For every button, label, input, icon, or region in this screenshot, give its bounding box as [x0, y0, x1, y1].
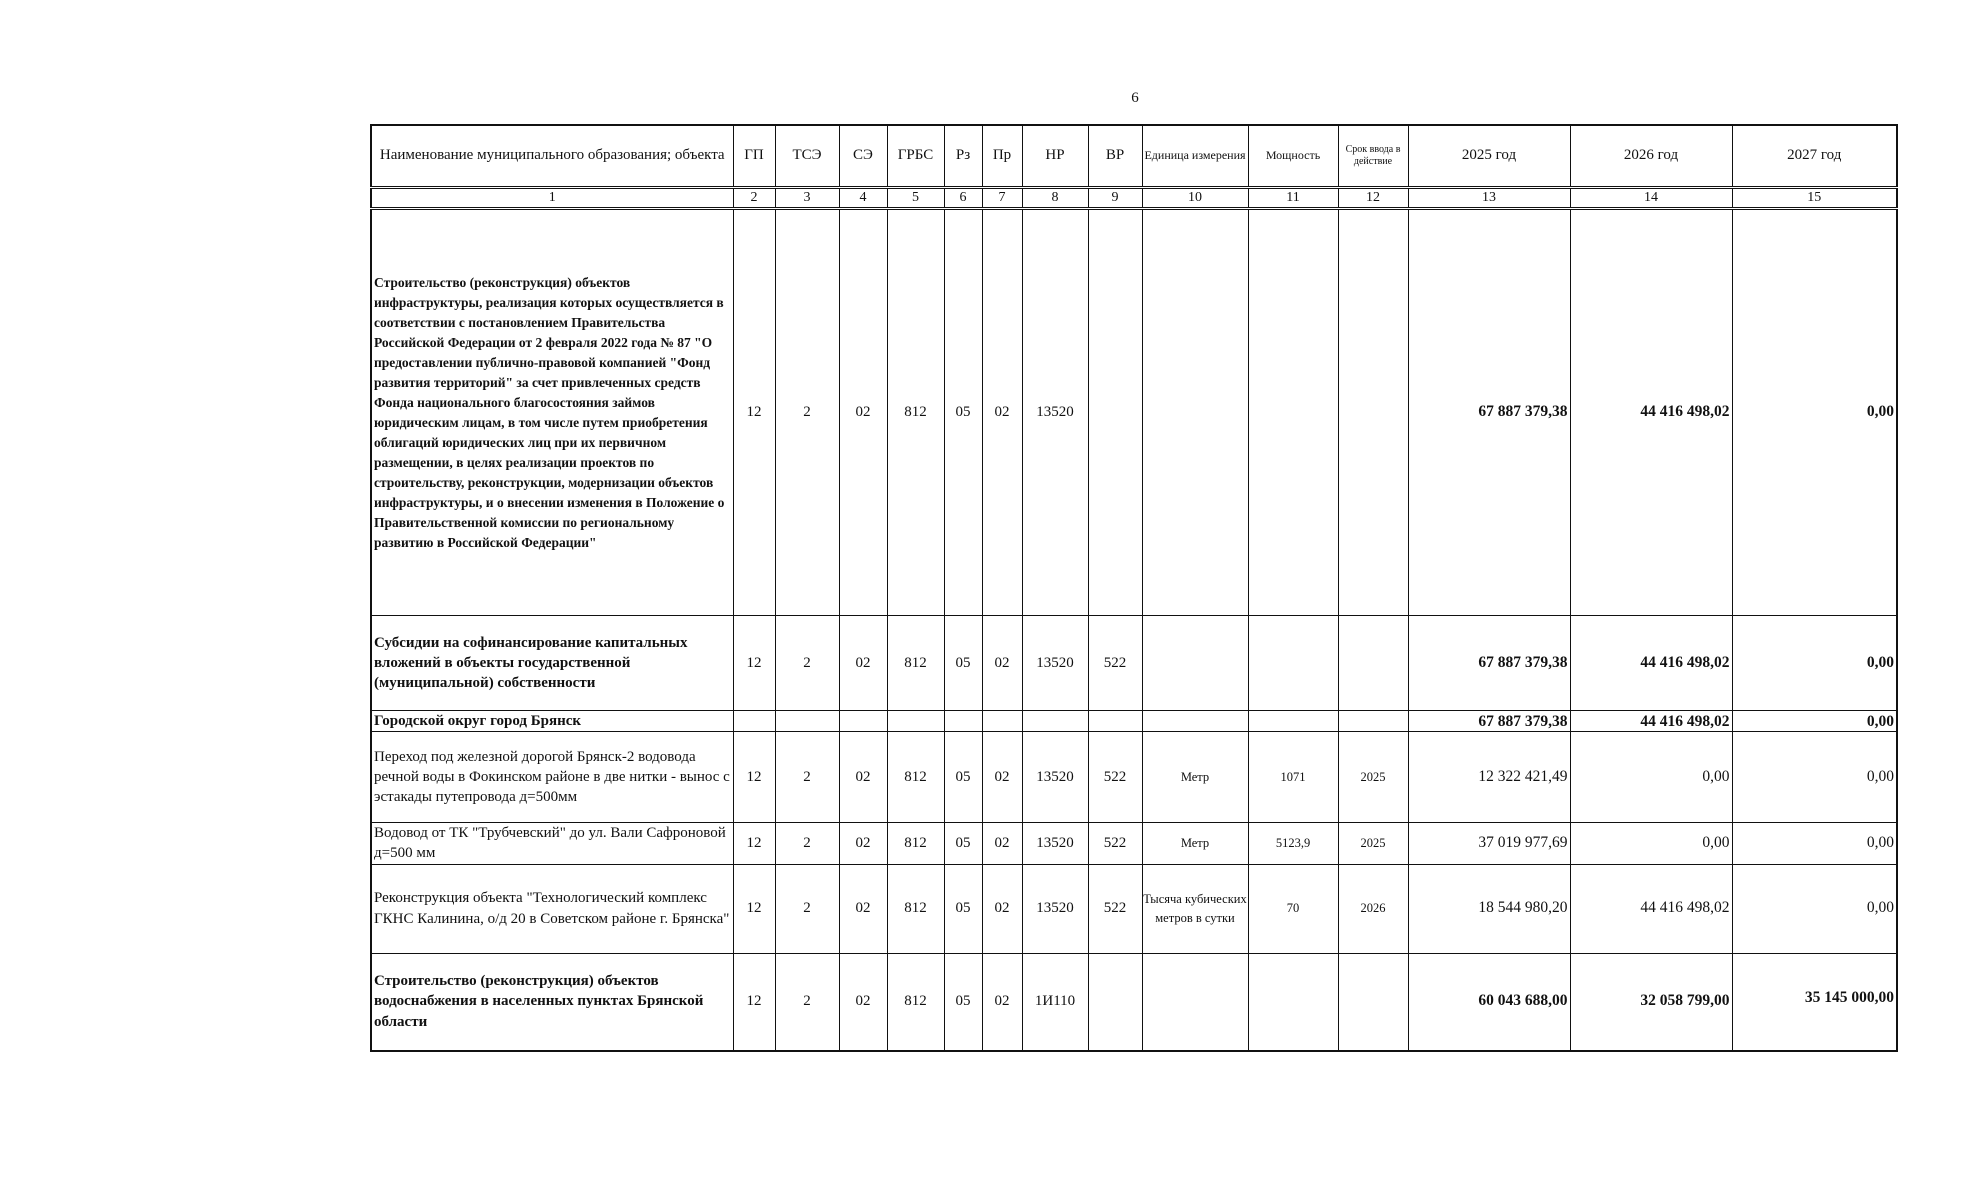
column-number: 11 — [1248, 188, 1338, 209]
table-header-row — [371, 125, 1897, 188]
nr-cell — [1022, 711, 1088, 732]
table-row — [371, 616, 1897, 711]
tse-cell: 2 — [775, 823, 839, 865]
unit-cell: Метр — [1142, 823, 1248, 865]
header-commissioning: Срок ввода в действие — [1338, 125, 1408, 188]
amount-2026-cell: 44 416 498,02 — [1570, 616, 1732, 711]
tse-cell: 2 — [775, 209, 839, 616]
pr-cell: 02 — [982, 732, 1022, 823]
vr-cell — [1088, 953, 1142, 1051]
nr-cell: 13520 — [1022, 864, 1088, 953]
commissioning-cell — [1338, 711, 1408, 732]
page-number: 6 — [1131, 90, 1139, 106]
unit-cell — [1142, 953, 1248, 1051]
amount-2027-cell: 0,00 — [1732, 732, 1897, 823]
pr-cell — [982, 711, 1022, 732]
amount-2027-cell: 0,00 — [1732, 711, 1897, 732]
commissioning-cell — [1338, 209, 1408, 616]
header-unit: Единица измерения — [1142, 125, 1248, 188]
vr-cell: 522 — [1088, 864, 1142, 953]
rz-cell: 05 — [944, 616, 982, 711]
nr-cell: 13520 — [1022, 823, 1088, 865]
rz-cell — [944, 711, 982, 732]
gp-cell: 12 — [733, 953, 775, 1051]
grbs-cell: 812 — [887, 732, 944, 823]
pr-cell: 02 — [982, 953, 1022, 1051]
grbs-cell: 812 — [887, 616, 944, 711]
header-tse: ТСЭ — [775, 125, 839, 188]
row-name-cell: Реконструкция объекта "Технологический комплекс ГКНС Калинина, о/д 20 в Советском районе г. Брянска" — [371, 864, 733, 953]
amount-2027-cell: 0,00 — [1732, 823, 1897, 865]
table-row — [371, 864, 1897, 953]
amount-2025-cell: 67 887 379,38 — [1408, 209, 1570, 616]
capacity-cell: 5123,9 — [1248, 823, 1338, 865]
pr-cell: 02 — [982, 616, 1022, 711]
header-nr: НР — [1022, 125, 1088, 188]
nr-cell: 13520 — [1022, 209, 1088, 616]
column-number: 8 — [1022, 188, 1088, 209]
header-se: СЭ — [839, 125, 887, 188]
vr-cell — [1088, 711, 1142, 732]
unit-cell: Тысяча кубических метров в сутки — [1142, 864, 1248, 953]
se-cell: 02 — [839, 616, 887, 711]
amount-2026-cell: 44 416 498,02 — [1570, 209, 1732, 616]
unit-cell: Метр — [1142, 732, 1248, 823]
column-number: 13 — [1408, 188, 1570, 209]
column-number: 3 — [775, 188, 839, 209]
gp-cell: 12 — [733, 616, 775, 711]
amount-2025-cell: 18 544 980,20 — [1408, 864, 1570, 953]
capacity-cell: 1071 — [1248, 732, 1338, 823]
se-cell: 02 — [839, 732, 887, 823]
vr-cell: 522 — [1088, 823, 1142, 865]
row-name-cell: Строительство (реконструкция) объектов инфраструктуры, реализация которых осуществляется в соответствии с постановлением Правительства Российской Федерации от 2 февраля 2022 года № 87 "О предоставлении публично-правовой компанией "Фонд развития территорий" за счет привлеченных средств Фонда национального благосостояния займов юридическим лицам, в том числе путем приобретения облигаций юридических лиц при их первичном размещении, в целях реализации проектов по строительству, реконструкции, модернизации объектов инфраструктуры, и о внесении изменения в Положение о Правительственной комиссии по региональному развитию в Российской Федерации" — [371, 209, 733, 616]
grbs-cell: 812 — [887, 864, 944, 953]
capacity-cell: 70 — [1248, 864, 1338, 953]
table-row — [371, 823, 1897, 865]
amount-2026-cell: 44 416 498,02 — [1570, 864, 1732, 953]
header-pr: Пр — [982, 125, 1022, 188]
row-name-cell: Строительство (реконструкция) объектов водоснабжения в населенных пунктах Брянской области — [371, 953, 733, 1051]
column-number: 5 — [887, 188, 944, 209]
nr-cell: 13520 — [1022, 732, 1088, 823]
tse-cell: 2 — [775, 864, 839, 953]
amount-2027-cell: 0,00 — [1732, 864, 1897, 953]
vr-cell — [1088, 209, 1142, 616]
header-2025: 2025 год — [1408, 125, 1570, 188]
nr-cell: 1И110 — [1022, 953, 1088, 1051]
table-row — [371, 209, 1897, 616]
header-rz: Рз — [944, 125, 982, 188]
unit-cell — [1142, 711, 1248, 732]
grbs-cell — [887, 711, 944, 732]
rz-cell: 05 — [944, 732, 982, 823]
amount-2026-cell: 0,00 — [1570, 732, 1732, 823]
budget-table — [370, 124, 1898, 1052]
amount-2025-cell: 12 322 421,49 — [1408, 732, 1570, 823]
vr-cell: 522 — [1088, 732, 1142, 823]
row-name-cell: Переход под железной дорогой Брянск-2 водовода речной воды в Фокинском районе в две нитки - вынос с эстакады путепровода д=500мм — [371, 732, 733, 823]
capacity-cell — [1248, 953, 1338, 1051]
amount-2025-cell: 37 019 977,69 — [1408, 823, 1570, 865]
column-number: 14 — [1570, 188, 1732, 209]
se-cell: 02 — [839, 864, 887, 953]
column-number: 2 — [733, 188, 775, 209]
header-capacity: Мощность — [1248, 125, 1338, 188]
header-vr: ВР — [1088, 125, 1142, 188]
column-number: 4 — [839, 188, 887, 209]
header-2026: 2026 год — [1570, 125, 1732, 188]
unit-cell — [1142, 616, 1248, 711]
rz-cell: 05 — [944, 823, 982, 865]
row-name-cell: Городской округ город Брянск — [371, 711, 733, 732]
tse-cell: 2 — [775, 953, 839, 1051]
grbs-cell: 812 — [887, 209, 944, 616]
row-name-cell: Водовод от ТК "Трубчевский" до ул. Вали Сафроновой д=500 мм — [371, 823, 733, 865]
pr-cell: 02 — [982, 209, 1022, 616]
rz-cell: 05 — [944, 864, 982, 953]
se-cell: 02 — [839, 209, 887, 616]
table-row — [371, 732, 1897, 823]
amount-2025-cell: 67 887 379,38 — [1408, 711, 1570, 732]
capacity-cell — [1248, 616, 1338, 711]
row-name-cell: Субсидии на софинансирование капитальных вложений в объекты государственной (муниципальной) собственности — [371, 616, 733, 711]
commissioning-cell — [1338, 616, 1408, 711]
amount-2026-cell: 44 416 498,02 — [1570, 711, 1732, 732]
amount-2027-cell: 35 145 000,00 — [1732, 953, 1897, 1051]
table-row — [371, 953, 1897, 1051]
grbs-cell: 812 — [887, 823, 944, 865]
amount-2025-cell: 67 887 379,38 — [1408, 616, 1570, 711]
gp-cell — [733, 711, 775, 732]
column-numbers-row — [371, 188, 1897, 209]
nr-cell: 13520 — [1022, 616, 1088, 711]
amount-2025-cell: 60 043 688,00 — [1408, 953, 1570, 1051]
tse-cell: 2 — [775, 732, 839, 823]
capacity-cell — [1248, 209, 1338, 616]
gp-cell: 12 — [733, 732, 775, 823]
header-grbs: ГРБС — [887, 125, 944, 188]
table-row — [371, 711, 1897, 732]
header-2027: 2027 год — [1732, 125, 1897, 188]
se-cell — [839, 711, 887, 732]
gp-cell: 12 — [733, 823, 775, 865]
column-number: 7 — [982, 188, 1022, 209]
commissioning-cell — [1338, 953, 1408, 1051]
amount-2027-cell: 0,00 — [1732, 209, 1897, 616]
commissioning-cell: 2025 — [1338, 732, 1408, 823]
column-number: 15 — [1732, 188, 1897, 209]
header-gp: ГП — [733, 125, 775, 188]
unit-cell — [1142, 209, 1248, 616]
column-number: 10 — [1142, 188, 1248, 209]
pr-cell: 02 — [982, 864, 1022, 953]
tse-cell: 2 — [775, 616, 839, 711]
capacity-cell — [1248, 711, 1338, 732]
tse-cell — [775, 711, 839, 732]
se-cell: 02 — [839, 953, 887, 1051]
column-number: 12 — [1338, 188, 1408, 209]
commissioning-cell: 2026 — [1338, 864, 1408, 953]
gp-cell: 12 — [733, 864, 775, 953]
commissioning-cell: 2025 — [1338, 823, 1408, 865]
pr-cell: 02 — [982, 823, 1022, 865]
rz-cell: 05 — [944, 953, 982, 1051]
column-number: 9 — [1088, 188, 1142, 209]
column-number: 1 — [371, 188, 733, 209]
amount-2027-cell: 0,00 — [1732, 616, 1897, 711]
rz-cell: 05 — [944, 209, 982, 616]
column-number: 6 — [944, 188, 982, 209]
amount-2026-cell: 0,00 — [1570, 823, 1732, 865]
grbs-cell: 812 — [887, 953, 944, 1051]
amount-2026-cell: 32 058 799,00 — [1570, 953, 1732, 1051]
header-name: Наименование муниципального образования; объекта — [371, 125, 733, 188]
vr-cell: 522 — [1088, 616, 1142, 711]
se-cell: 02 — [839, 823, 887, 865]
gp-cell: 12 — [733, 209, 775, 616]
